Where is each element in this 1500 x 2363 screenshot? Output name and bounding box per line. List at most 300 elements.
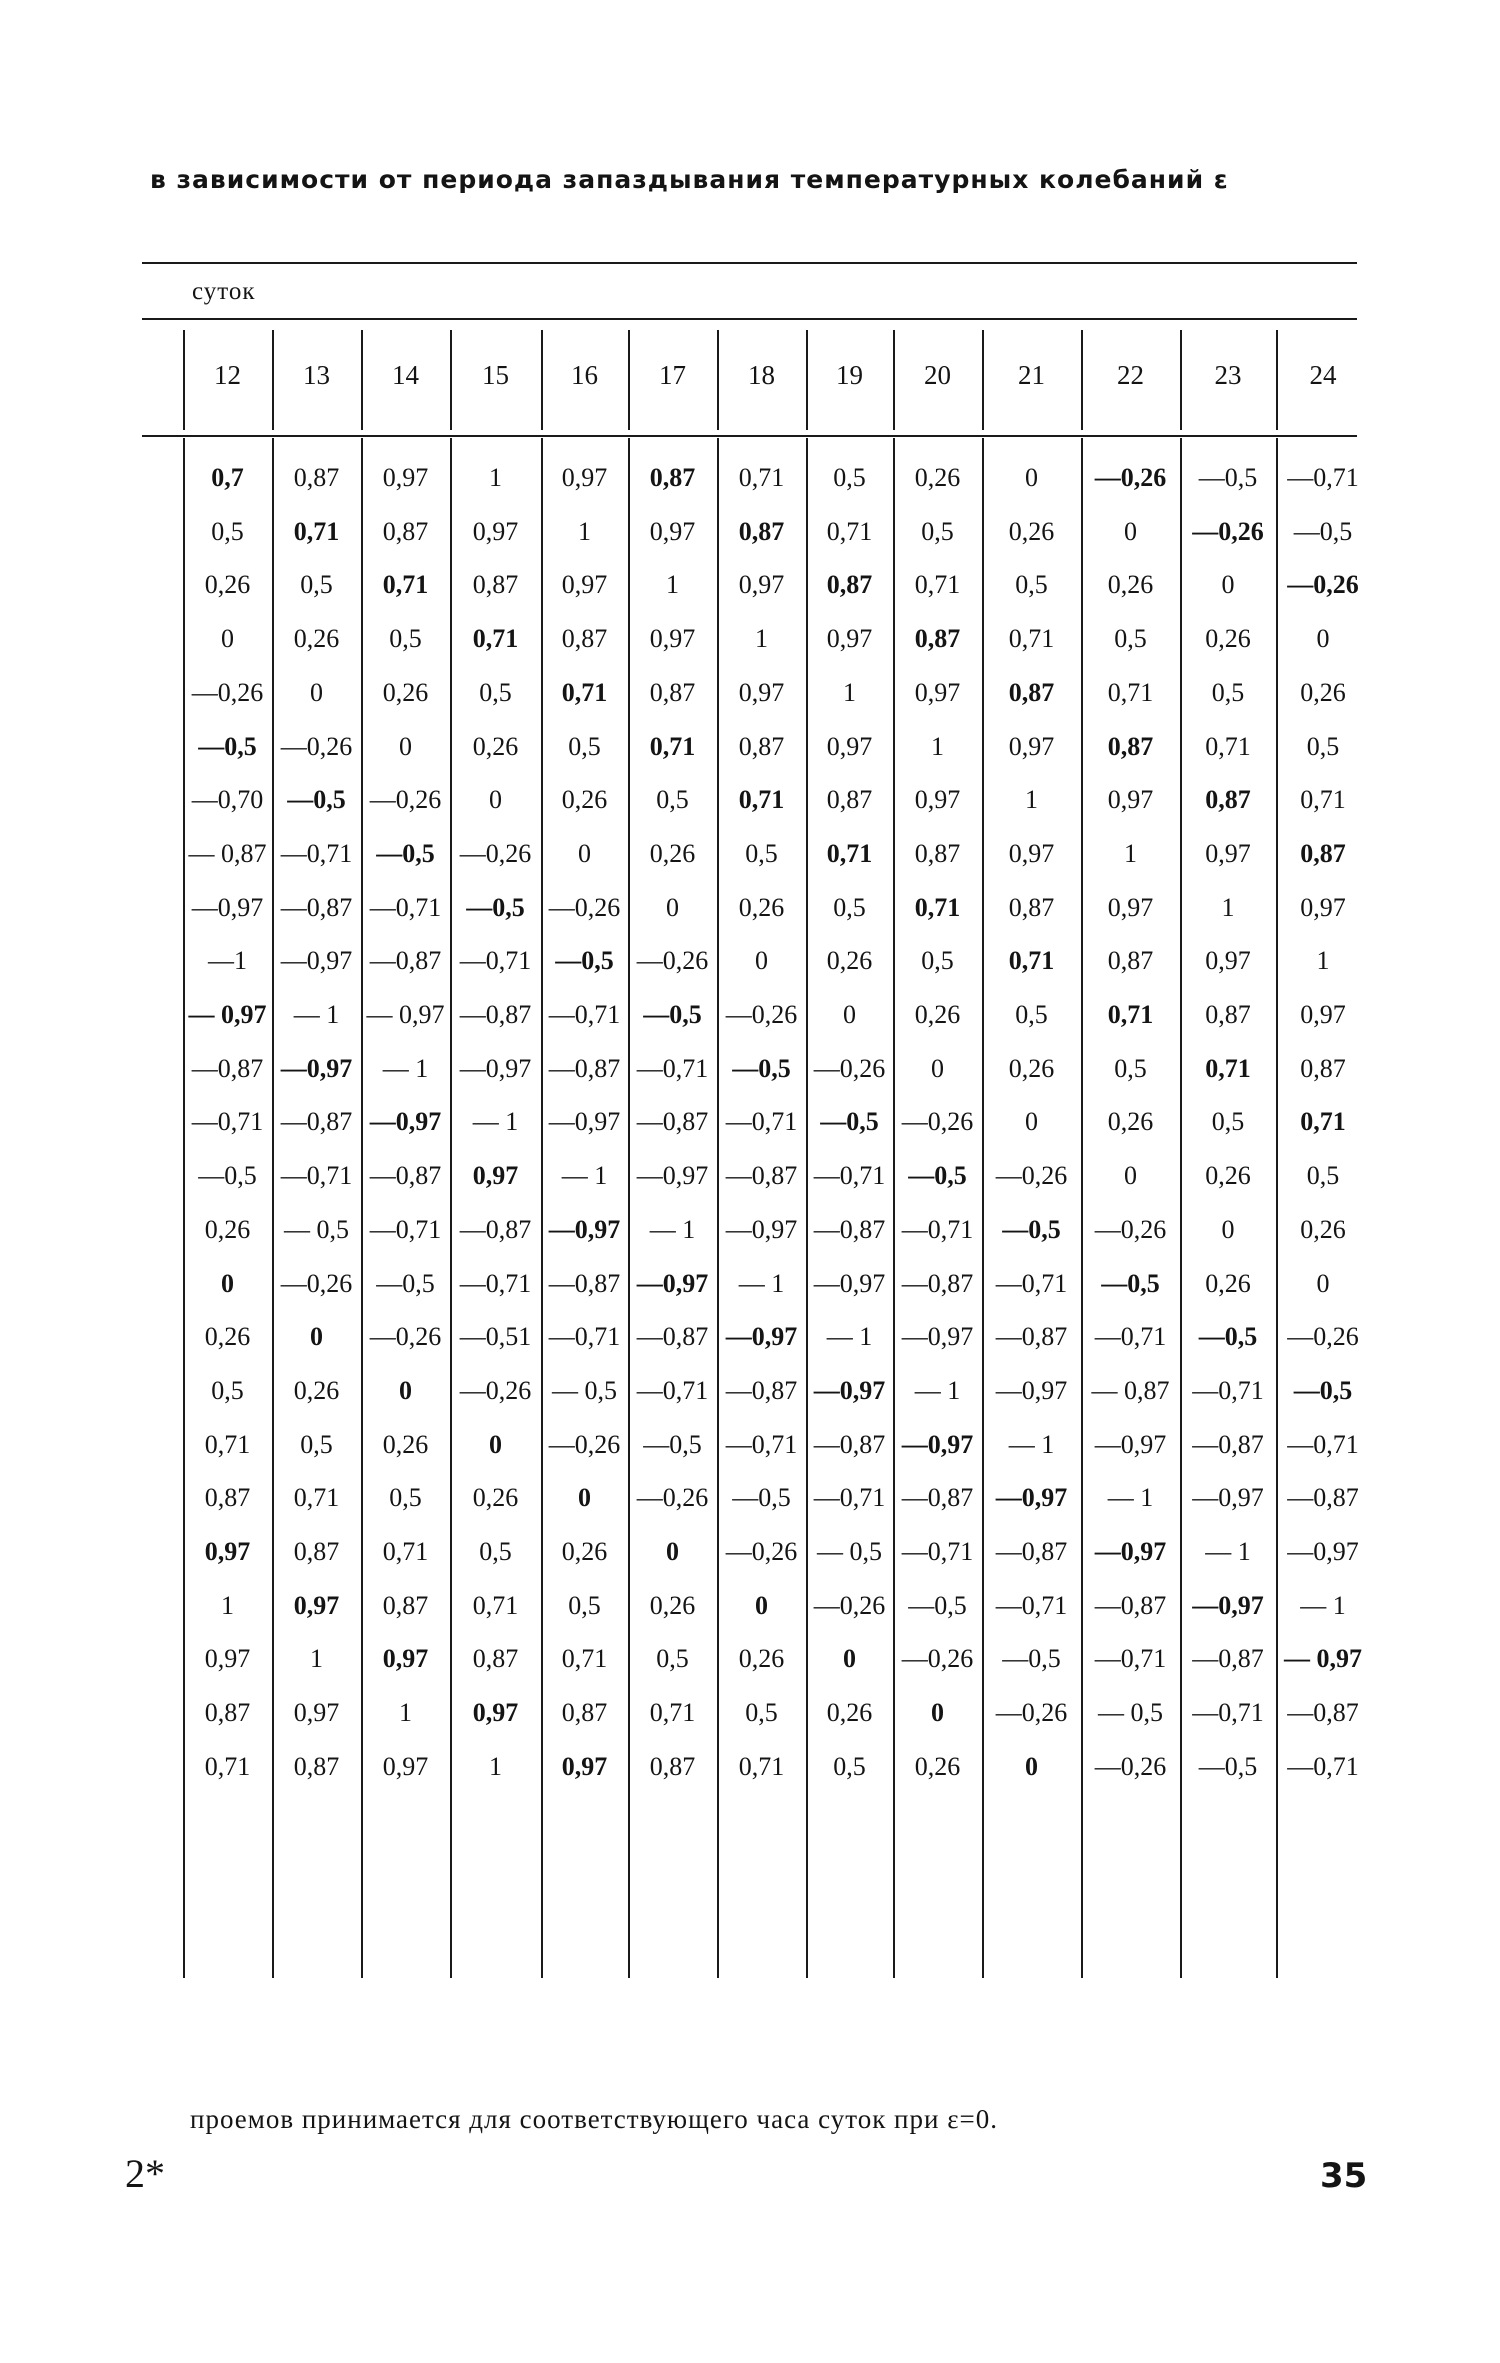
column-rule bbox=[806, 438, 808, 1978]
table-cell: 0,26 bbox=[293, 1376, 340, 1405]
table-cell: 0,5 bbox=[1114, 1054, 1147, 1083]
table-cell: 0,26 bbox=[204, 1215, 251, 1244]
table-cell: 0,97 bbox=[472, 1698, 519, 1727]
table-cell: 0,5 bbox=[1211, 678, 1245, 707]
table-cell: 0,26 bbox=[914, 1752, 961, 1781]
table-cell: —0,26 bbox=[995, 1161, 1068, 1190]
table-cell: —0,5 bbox=[908, 1591, 967, 1620]
column-header: 23 bbox=[1214, 360, 1242, 390]
table-cell: 0,71 bbox=[649, 732, 696, 761]
column-rule bbox=[1180, 438, 1182, 1978]
table-cell: 0,87 bbox=[1008, 893, 1055, 922]
table-cell: 0 bbox=[666, 1537, 679, 1566]
table-cell: — 0,97 bbox=[1284, 1644, 1362, 1673]
header-top-rule bbox=[142, 318, 1357, 320]
table-cell: 0,71 bbox=[1107, 1000, 1154, 1029]
table-cell: —0,5 bbox=[1101, 1269, 1160, 1298]
table-cell: —0,87 bbox=[1287, 1483, 1359, 1512]
table-cell: 0,87 bbox=[204, 1483, 251, 1512]
table-cell: 0 bbox=[931, 1698, 944, 1727]
table-cell: 0,71 bbox=[293, 1483, 340, 1512]
table-cell: 0 bbox=[1025, 1752, 1038, 1781]
table-cell: — 0,97 bbox=[188, 1000, 267, 1029]
table-cell: 0,97 bbox=[826, 732, 873, 761]
column-rule bbox=[1276, 438, 1278, 1978]
table-cell: 0 bbox=[1221, 1215, 1235, 1244]
table-cell: 0,97 bbox=[204, 1644, 251, 1673]
table-cell: —0,5 bbox=[376, 839, 435, 868]
table-cell: 0,97 bbox=[1205, 839, 1251, 868]
column-rule bbox=[717, 438, 719, 1978]
table-cell: 0,71 bbox=[472, 1591, 519, 1620]
table-cell: 0,5 bbox=[1211, 1107, 1245, 1136]
header-bottom-rule bbox=[142, 435, 1357, 437]
table-cell: —0,26 bbox=[813, 1591, 886, 1620]
table-cell: 0,26 bbox=[1107, 1107, 1154, 1136]
table-cell: 0,26 bbox=[649, 1591, 696, 1620]
table-cell: 0,71 bbox=[293, 517, 340, 546]
table-heading: в зависимости от периода запаздывания температурных колебаний ε bbox=[150, 165, 1229, 194]
table-cell: —0,71 bbox=[1192, 1698, 1264, 1727]
table-cell: 0 bbox=[489, 785, 502, 814]
table-cell: —0,97 bbox=[548, 1215, 621, 1244]
table-cell: — 0,5 bbox=[552, 1376, 617, 1405]
table-cell: 1 bbox=[843, 678, 856, 707]
table-cell: —0,26 bbox=[548, 893, 621, 922]
table-cell: 0,71 bbox=[1008, 624, 1055, 653]
table-cell: 0 bbox=[1316, 624, 1330, 653]
table-cell: —0,87 bbox=[459, 1000, 532, 1029]
table-cell: 0 bbox=[1025, 1107, 1038, 1136]
table-cell: —0,97 bbox=[1287, 1537, 1359, 1566]
table-cell: 0,97 bbox=[1300, 1000, 1346, 1029]
table-cell: — 1 bbox=[293, 1000, 340, 1029]
table-cell: 0,97 bbox=[382, 1752, 429, 1781]
table-cell: —0,71 bbox=[995, 1591, 1068, 1620]
table-cell: —0,5 bbox=[1293, 517, 1353, 546]
table-cell: 0 bbox=[489, 1430, 502, 1459]
table-cell: —0,97 bbox=[1192, 1591, 1264, 1620]
table-cell: 1 bbox=[221, 1591, 234, 1620]
table-cell: — 1 bbox=[561, 1161, 608, 1190]
table-cell: 0 bbox=[399, 732, 412, 761]
column-rule bbox=[541, 438, 543, 1978]
table-cell: 0,87 bbox=[1300, 1054, 1346, 1083]
table-cell: — 0,5 bbox=[1098, 1698, 1163, 1727]
table-cell: —0,71 bbox=[369, 1215, 442, 1244]
table-cell: 0,26 bbox=[649, 839, 696, 868]
table-cell: —0,97 bbox=[191, 893, 264, 922]
table-cell: 0,97 bbox=[738, 570, 785, 599]
table-cell: — 1 bbox=[1107, 1483, 1154, 1512]
table-cell: — 1 bbox=[1300, 1591, 1346, 1620]
table-cell: 0 bbox=[1221, 570, 1235, 599]
table-cell: —0,71 bbox=[280, 839, 353, 868]
table-cell: —0,97 bbox=[280, 946, 353, 975]
table-cell: —0,87 bbox=[725, 1161, 798, 1190]
table-cell: —0,71 bbox=[725, 1107, 798, 1136]
table-cell: —0,71 bbox=[636, 1376, 709, 1405]
table-cell: 0,71 bbox=[738, 1752, 785, 1781]
table-cell: 0,5 bbox=[1306, 732, 1340, 761]
table-cell: 0,87 bbox=[472, 1644, 519, 1673]
table-cell: 0,97 bbox=[561, 463, 608, 492]
signature-mark: 2* bbox=[125, 2151, 165, 2196]
table-cell: 0,97 bbox=[826, 624, 873, 653]
table-cell: —0,71 bbox=[813, 1483, 886, 1512]
table-cell: 0,5 bbox=[389, 624, 422, 653]
column-header: 22 bbox=[1117, 360, 1144, 390]
table-cell: —0,26 bbox=[1094, 1752, 1167, 1781]
table-cell: 0,87 bbox=[382, 1591, 429, 1620]
table-cell: —0,5 bbox=[376, 1269, 435, 1298]
table-cell: 0,26 bbox=[1205, 1269, 1251, 1298]
column-header: 19 bbox=[836, 360, 863, 390]
table-cell: —0,26 bbox=[636, 1483, 709, 1512]
table-cell: —0,87 bbox=[280, 893, 353, 922]
table-cell: 0,71 bbox=[382, 1537, 429, 1566]
table-cell: —0,26 bbox=[369, 785, 442, 814]
table-cell: 0,26 bbox=[561, 785, 608, 814]
table-cell: 0,26 bbox=[738, 1644, 785, 1673]
table-cell: —0,5 bbox=[555, 946, 614, 975]
table-cell: — 1 bbox=[382, 1054, 429, 1083]
column-header: 24 bbox=[1309, 360, 1337, 390]
table-cell: —0,97 bbox=[995, 1376, 1068, 1405]
table-cell: —0,97 bbox=[459, 1054, 532, 1083]
table-cell: —0,5 bbox=[820, 1107, 879, 1136]
table-cell: 0,5 bbox=[1015, 1000, 1048, 1029]
table-cell: 0,5 bbox=[833, 893, 866, 922]
table-cell: —0,5 bbox=[198, 1161, 257, 1190]
table-cell: 0,26 bbox=[1300, 1215, 1346, 1244]
table-cell: 0,5 bbox=[389, 1483, 422, 1512]
table-cell: — 0,97 bbox=[366, 1000, 445, 1029]
table-cell: 0 bbox=[1124, 517, 1137, 546]
table-cell: —0,71 bbox=[813, 1161, 886, 1190]
table-cell: 0,87 bbox=[472, 570, 519, 599]
table-cell: 0,97 bbox=[1205, 946, 1251, 975]
table-cell: 0,97 bbox=[1107, 785, 1154, 814]
table-cell: 1 bbox=[1221, 893, 1235, 922]
table-cell: 0,26 bbox=[914, 463, 961, 492]
table-cell: —0,71 bbox=[280, 1161, 353, 1190]
table-cell: 0 bbox=[578, 839, 591, 868]
table-cell: —0,97 bbox=[1094, 1430, 1167, 1459]
table-cell: 0 bbox=[843, 1644, 856, 1673]
table-cell: 0,5 bbox=[211, 517, 244, 546]
table-cell: 0,71 bbox=[561, 678, 608, 707]
table-cell: 0,71 bbox=[738, 463, 785, 492]
table-cell: —0,97 bbox=[280, 1054, 353, 1083]
table-cell: —0,71 bbox=[1287, 1752, 1359, 1781]
table-cell: —0,87 bbox=[369, 946, 442, 975]
table-cell: 0,87 bbox=[561, 1698, 608, 1727]
table-cell: 0,97 bbox=[914, 785, 961, 814]
table-cell: —0,97 bbox=[813, 1269, 886, 1298]
table-cell: —0,97 bbox=[369, 1107, 442, 1136]
table-cell: 0,97 bbox=[382, 463, 429, 492]
table-cell: — 0,87 bbox=[188, 839, 267, 868]
table-cell: 0,71 bbox=[1008, 946, 1055, 975]
table-cell: 0,5 bbox=[479, 1537, 512, 1566]
table-cell: 0,26 bbox=[204, 1322, 251, 1351]
table-cell: 0,87 bbox=[293, 1752, 340, 1781]
table-cell: 0,87 bbox=[914, 839, 961, 868]
table-cell: —0,5 bbox=[643, 1430, 702, 1459]
table-cell: 0,87 bbox=[1300, 839, 1346, 868]
table-cell: 0,71 bbox=[1107, 678, 1154, 707]
table-cell: 0,87 bbox=[1205, 785, 1251, 814]
column-rule bbox=[183, 438, 185, 1978]
column-rule bbox=[361, 438, 363, 1978]
table-cell: 0,71 bbox=[1205, 732, 1251, 761]
table-cell: 0,5 bbox=[211, 1376, 244, 1405]
top-rule bbox=[142, 262, 1357, 264]
table-cell: 0 bbox=[1025, 463, 1038, 492]
column-rule bbox=[628, 438, 630, 1978]
table-cell: 0,5 bbox=[833, 463, 866, 492]
table-cell: 0,97 bbox=[561, 1752, 608, 1781]
table-cell: 0 bbox=[931, 1054, 944, 1083]
table-cell: 0 bbox=[1316, 1269, 1330, 1298]
table-cell: 0,5 bbox=[656, 1644, 689, 1673]
table-cell: 0,87 bbox=[293, 1537, 340, 1566]
table-cell: —0,5 bbox=[732, 1483, 791, 1512]
table-cell: —0,71 bbox=[1287, 463, 1359, 492]
table-cell: —0,71 bbox=[636, 1054, 709, 1083]
table-cell: 0,5 bbox=[921, 946, 954, 975]
table-cell: —0,5 bbox=[1293, 1376, 1353, 1405]
table-cell: —0,71 bbox=[1094, 1644, 1167, 1673]
table-cell: —0,87 bbox=[813, 1430, 886, 1459]
table-cell: —0,97 bbox=[725, 1215, 798, 1244]
table-cell: —0,5 bbox=[1198, 1322, 1258, 1351]
table-cell: —0,97 bbox=[725, 1322, 798, 1351]
table-cell: 0,26 bbox=[1008, 517, 1055, 546]
table-cell: —0,87 bbox=[901, 1269, 974, 1298]
table-cell: 1 bbox=[399, 1698, 412, 1727]
table-cell: 0,87 bbox=[649, 1752, 696, 1781]
table-cell: —0,5 bbox=[1198, 463, 1258, 492]
column-rule bbox=[982, 438, 984, 1978]
table-cell: 0 bbox=[1124, 1161, 1137, 1190]
table-cell: —0,87 bbox=[725, 1376, 798, 1405]
table-cell: 0,5 bbox=[1015, 570, 1048, 599]
table-cell: 0,71 bbox=[649, 1698, 696, 1727]
table-cell: —0,97 bbox=[548, 1107, 621, 1136]
table-cell: —0,5 bbox=[1002, 1215, 1061, 1244]
table-cell: 0,71 bbox=[914, 893, 961, 922]
table-cell: 0,26 bbox=[826, 1698, 873, 1727]
table-cell: 1 bbox=[1025, 785, 1038, 814]
table-cell: —0,26 bbox=[280, 1269, 353, 1298]
table-cell: —0,5 bbox=[908, 1161, 967, 1190]
table-cell: 0,26 bbox=[1008, 1054, 1055, 1083]
table-cell: 1 bbox=[310, 1644, 323, 1673]
table-cell: —0,71 bbox=[901, 1537, 974, 1566]
table-cell: 0,7 bbox=[211, 463, 244, 492]
table-cell: — 1 bbox=[1205, 1537, 1251, 1566]
table-cell: —1 bbox=[208, 946, 247, 975]
table-cell: —0,87 bbox=[636, 1107, 709, 1136]
table-cell: 0,5 bbox=[745, 1698, 778, 1727]
table-cell: 0,26 bbox=[561, 1537, 608, 1566]
table-cell: 1 bbox=[578, 517, 591, 546]
table-cell: 0,97 bbox=[649, 517, 696, 546]
table-cell: —0,71 bbox=[901, 1215, 974, 1244]
table-cell: 1 bbox=[1124, 839, 1137, 868]
table-cell: 0,26 bbox=[472, 1483, 519, 1512]
table-cell: 0,5 bbox=[300, 1430, 333, 1459]
table-cell: —0,87 bbox=[901, 1483, 974, 1512]
table-cell: 0,97 bbox=[472, 1161, 519, 1190]
table-cell: 0,71 bbox=[382, 570, 429, 599]
table-cell: —0,87 bbox=[459, 1215, 532, 1244]
table-cell: — 1 bbox=[472, 1107, 519, 1136]
table-cell: 0,5 bbox=[1306, 1161, 1340, 1190]
table-cell: —0,71 bbox=[369, 893, 442, 922]
table-cell: 0 bbox=[843, 1000, 856, 1029]
table-cell: 1 bbox=[1316, 946, 1330, 975]
table-cell: —0,87 bbox=[548, 1054, 621, 1083]
footnote: проемов принимается для соответствующего часа суток при ε=0. bbox=[190, 2104, 999, 2134]
table-cell: —0,87 bbox=[1094, 1591, 1167, 1620]
table-cell: —0,71 bbox=[1287, 1430, 1359, 1459]
table-cell: —0,26 bbox=[725, 1537, 798, 1566]
table-cell: —0,71 bbox=[1094, 1322, 1167, 1351]
table-cell: —0,71 bbox=[548, 1000, 621, 1029]
table-cell: —0,71 bbox=[459, 946, 532, 975]
column-rule bbox=[1081, 438, 1083, 1978]
table-cell: —0,51 bbox=[459, 1322, 532, 1351]
table-cell: 0,87 bbox=[1008, 678, 1055, 707]
table-cell: —0,26 bbox=[813, 1054, 886, 1083]
table-cell: —0,5 bbox=[1198, 1752, 1258, 1781]
table-cell: 0,87 bbox=[738, 732, 785, 761]
table-cell: 0,5 bbox=[479, 678, 512, 707]
table-cell: 0,97 bbox=[649, 624, 696, 653]
table-cell: —0,87 bbox=[995, 1322, 1068, 1351]
table-cell: —0,26 bbox=[459, 839, 532, 868]
table-cell: 0,97 bbox=[204, 1537, 251, 1566]
column-header: 18 bbox=[748, 360, 775, 390]
column-rule bbox=[450, 438, 452, 1978]
table-cell: —0,87 bbox=[1192, 1644, 1264, 1673]
table-cell: 0,26 bbox=[1107, 570, 1154, 599]
table-cell: — 0,5 bbox=[817, 1537, 882, 1566]
table-cell: —0,97 bbox=[901, 1430, 974, 1459]
table-cell: —0,97 bbox=[636, 1161, 709, 1190]
table-cell: 0,71 bbox=[561, 1644, 608, 1673]
table-cell: 0,5 bbox=[568, 732, 601, 761]
table-cell: 1 bbox=[755, 624, 768, 653]
table-cell: 0 bbox=[310, 1322, 323, 1351]
table-cell: 0,87 bbox=[1107, 732, 1154, 761]
table-cell: — 1 bbox=[738, 1269, 785, 1298]
table-cell: 0,87 bbox=[649, 463, 696, 492]
table-cell: 0,97 bbox=[1300, 893, 1346, 922]
column-rule bbox=[272, 438, 274, 1978]
table-cell: —0,87 bbox=[1192, 1430, 1264, 1459]
column-rule bbox=[893, 438, 895, 1978]
column-header: 17 bbox=[659, 360, 686, 390]
table-cell: 0,26 bbox=[1205, 624, 1251, 653]
table-cell: 0,26 bbox=[738, 893, 785, 922]
table-cell: —0,26 bbox=[1287, 570, 1359, 599]
table-cell: — 1 bbox=[914, 1376, 961, 1405]
table-cell: 0,87 bbox=[204, 1698, 251, 1727]
table-cell: 0,97 bbox=[914, 678, 961, 707]
table-cell: 0,71 bbox=[738, 785, 785, 814]
table-cell: 0 bbox=[221, 1269, 234, 1298]
column-header: 16 bbox=[571, 360, 598, 390]
table-cell: —0,71 bbox=[995, 1269, 1068, 1298]
table-cell: — 1 bbox=[649, 1215, 696, 1244]
table-cell: —0,97 bbox=[995, 1483, 1068, 1512]
table-cell: 0 bbox=[221, 624, 234, 653]
table-cell: — 0,87 bbox=[1091, 1376, 1170, 1405]
table-cell: 0,87 bbox=[561, 624, 608, 653]
table-cell: 0,71 bbox=[204, 1752, 251, 1781]
table-cell: —0,87 bbox=[191, 1054, 264, 1083]
table-cell: —0,5 bbox=[732, 1054, 791, 1083]
table-cell: 0 bbox=[755, 1591, 768, 1620]
table-cell: —0,71 bbox=[548, 1322, 621, 1351]
table-cell: —0,26 bbox=[901, 1107, 974, 1136]
column-header: 21 bbox=[1018, 360, 1045, 390]
table-cell: 0 bbox=[399, 1376, 412, 1405]
table-cell: 0,87 bbox=[1107, 946, 1154, 975]
table-cell: —0,26 bbox=[280, 732, 353, 761]
table-cell: 0,5 bbox=[1114, 624, 1147, 653]
table-cell: 1 bbox=[489, 463, 502, 492]
table-cell: 0,71 bbox=[1300, 1107, 1346, 1136]
column-header: 13 bbox=[303, 360, 330, 390]
table-cell: 0 bbox=[578, 1483, 591, 1512]
table-cell: —0,5 bbox=[198, 732, 257, 761]
page-number: 35 bbox=[1320, 2156, 1368, 2196]
table-cell: 0,71 bbox=[472, 624, 519, 653]
table-cell: —0,26 bbox=[369, 1322, 442, 1351]
table-cell: 0,97 bbox=[561, 570, 608, 599]
table-cell: —0,5 bbox=[1002, 1644, 1061, 1673]
column-header: 12 bbox=[214, 360, 241, 390]
table-cell: — 1 bbox=[826, 1322, 873, 1351]
table-cell: 0,97 bbox=[1008, 732, 1055, 761]
table-cell: 0,71 bbox=[1300, 785, 1346, 814]
table-cell: 0,5 bbox=[833, 1752, 866, 1781]
table-cell: —0,87 bbox=[1287, 1698, 1359, 1727]
table-cell: 0,71 bbox=[826, 517, 873, 546]
table-cell: — 1 bbox=[1008, 1430, 1055, 1459]
column-header: 20 bbox=[924, 360, 951, 390]
table-cell: 0,97 bbox=[293, 1698, 340, 1727]
table-cell: —0,71 bbox=[459, 1269, 532, 1298]
table-cell: 0,5 bbox=[300, 570, 333, 599]
table-cell: —0,5 bbox=[287, 785, 346, 814]
table-cell: —0,97 bbox=[813, 1376, 886, 1405]
table-cell: 0,97 bbox=[472, 517, 519, 546]
table-cell: —0,97 bbox=[901, 1322, 974, 1351]
table-cell: 0,87 bbox=[914, 624, 961, 653]
table-cell: —0,26 bbox=[459, 1376, 532, 1405]
table-cell: 0,71 bbox=[204, 1430, 251, 1459]
table-cell: —0,97 bbox=[1192, 1483, 1264, 1512]
table-cell: —0,71 bbox=[1192, 1376, 1264, 1405]
table-cell: 0,26 bbox=[826, 946, 873, 975]
table-cell: 0,26 bbox=[382, 1430, 429, 1459]
